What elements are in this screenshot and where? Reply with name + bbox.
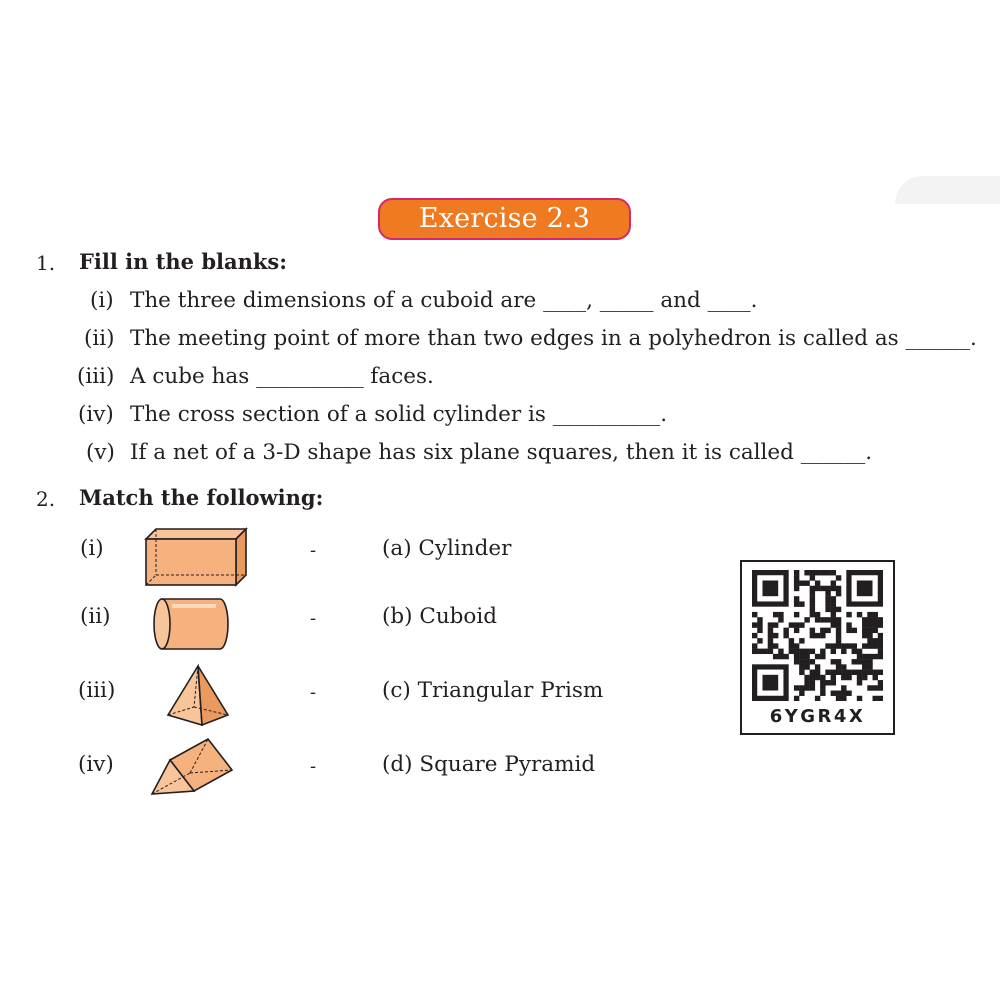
- q1-item-label: (i): [90, 288, 114, 313]
- q1-item-label: (v): [86, 440, 115, 465]
- square-pyramid-icon: [164, 663, 232, 729]
- cylinder-icon: [152, 596, 232, 652]
- corner-decoration: [895, 176, 1000, 204]
- q2-item-label: (i): [80, 536, 104, 561]
- match-option: (b) Cuboid: [382, 604, 498, 629]
- q1-item-text: The cross section of a solid cylinder is __________.: [130, 402, 668, 427]
- q2-item-label: (iv): [78, 752, 114, 777]
- qr-code-label: 6YGR4X: [769, 706, 866, 727]
- q1-item-label: (iii): [77, 364, 115, 389]
- q2-item-label: (ii): [80, 604, 111, 629]
- qr-code-icon: [752, 570, 883, 701]
- exercise-title: Exercise 2.3: [378, 198, 631, 240]
- q2-heading: Match the following:: [79, 485, 324, 510]
- q2-item-label: (iii): [78, 678, 116, 703]
- q1-item-label: (ii): [84, 326, 115, 351]
- match-dash: -: [310, 540, 317, 561]
- q1-item-text: The meeting point of more than two edges in a polyhedron is called as ______.: [130, 326, 977, 351]
- match-option: (d) Square Pyramid: [382, 752, 596, 777]
- q1-heading: Fill in the blanks:: [79, 249, 288, 274]
- q1-item-text: If a net of a 3-D shape has six plane squares, then it is called ______.: [130, 440, 873, 465]
- q1-number: 1.: [36, 251, 56, 275]
- q1-item-text: A cube has __________ faces.: [130, 364, 434, 389]
- q1-item-label: (iv): [78, 402, 114, 427]
- q2-number: 2.: [36, 487, 56, 511]
- match-option: (a) Cylinder: [382, 536, 512, 561]
- cuboid-icon: [142, 527, 250, 589]
- match-option: (c) Triangular Prism: [382, 678, 604, 703]
- match-dash: -: [310, 756, 317, 777]
- q1-item-text: The three dimensions of a cuboid are ____, _____ and ____.: [130, 288, 758, 313]
- qr-code-box[interactable]: [740, 560, 895, 735]
- match-dash: -: [310, 608, 317, 629]
- triangular-prism-icon: [148, 736, 236, 798]
- match-dash: -: [310, 682, 317, 703]
